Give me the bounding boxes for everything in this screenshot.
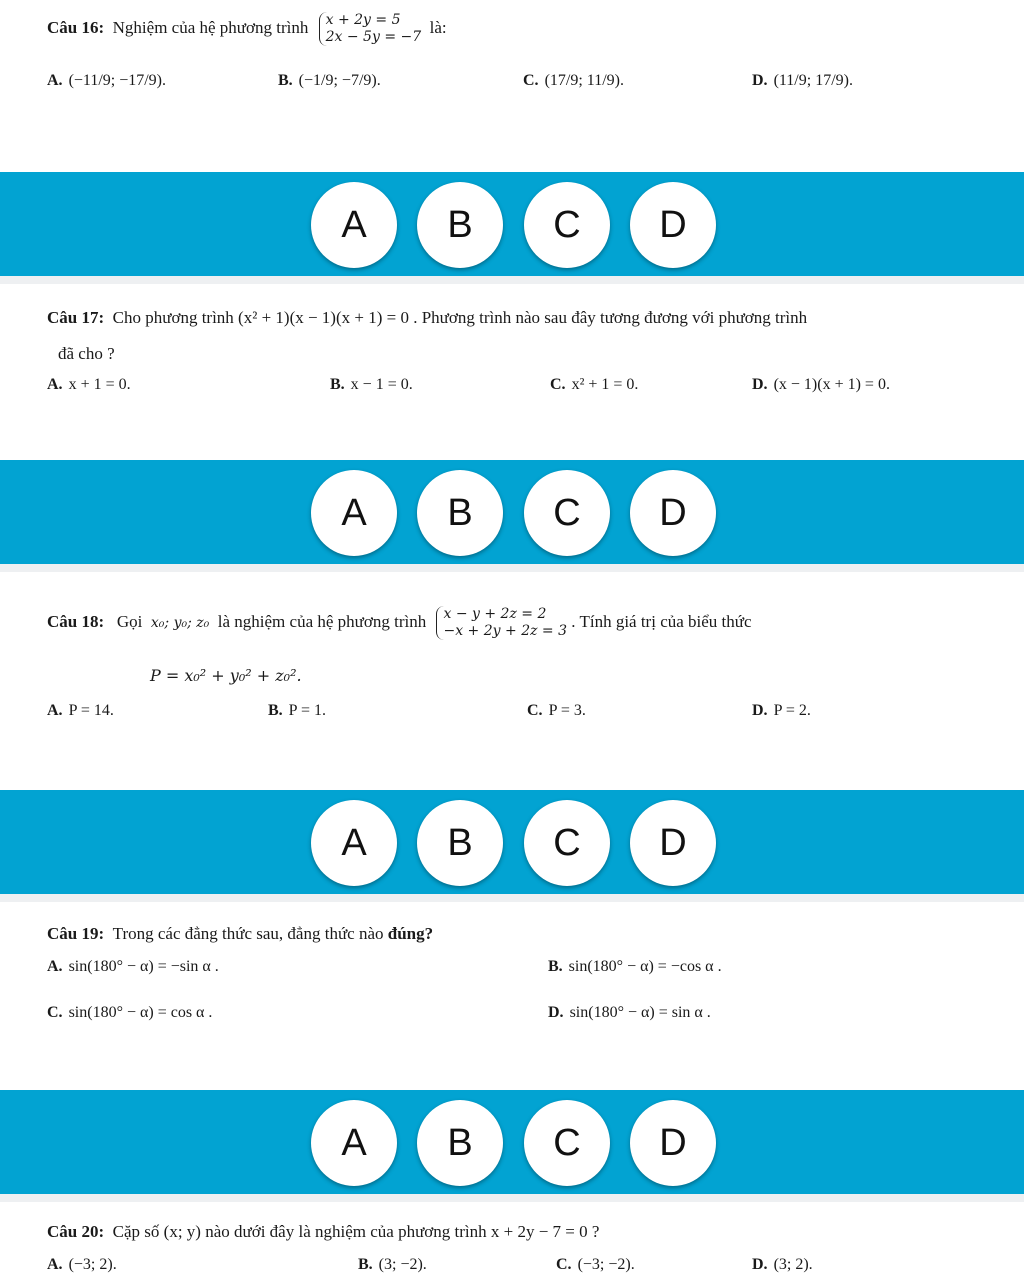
option-d xyxy=(752,702,811,720)
option-letter: C. xyxy=(523,72,539,89)
option-value: (11/9; 17/9). xyxy=(773,72,853,89)
option-c xyxy=(556,1256,635,1274)
question-text: Cặp số (x; y) nào dưới đây là nghiệm của phương trình x + 2y − 7 = 0 ? xyxy=(112,1222,600,1241)
question-text: Gọi xyxy=(116,611,143,631)
option-value: (−1/9; −7/9). xyxy=(298,72,381,89)
question-19 xyxy=(0,902,1024,1090)
question-text: Trong các đẳng thức sau, đẳng thức nào xyxy=(112,924,384,943)
option-letter: A. xyxy=(47,702,63,719)
answer-button-b[interactable]: B xyxy=(417,800,503,886)
option-letter: C. xyxy=(527,702,543,719)
option-letter: B. xyxy=(330,376,345,393)
option-value: (3; −2). xyxy=(378,1256,427,1273)
question-20-stem xyxy=(47,1222,599,1242)
option-value: x² + 1 = 0. xyxy=(571,376,639,393)
option-value: (−3; 2). xyxy=(68,1256,117,1273)
question-label: Câu 20: xyxy=(47,1222,105,1241)
option-value: P = 14. xyxy=(68,702,114,719)
question-label: Câu 17: xyxy=(47,308,105,327)
answer-button-d[interactable]: D xyxy=(630,182,716,268)
option-value: (x − 1)(x + 1) = 0. xyxy=(773,376,890,393)
variables: x₀; y₀; z₀ xyxy=(150,614,210,631)
question-label: Câu 18: xyxy=(47,611,105,631)
question-emphasis: đúng? xyxy=(387,924,434,943)
answer-button-b[interactable]: B xyxy=(417,1100,503,1186)
option-a xyxy=(47,376,131,394)
option-b xyxy=(330,376,413,394)
option-d xyxy=(548,1004,711,1022)
option-b xyxy=(268,702,326,720)
equation-2: 2x − 5y = −7 xyxy=(325,29,422,45)
answer-button-c[interactable]: C xyxy=(524,800,610,886)
question-text: Nghiệm của hệ phương trình xyxy=(112,17,309,37)
option-letter: D. xyxy=(752,72,768,89)
option-letter: A. xyxy=(47,72,63,89)
equation-system xyxy=(436,606,567,640)
option-value: sin(180° − α) = cos α . xyxy=(68,1004,213,1021)
option-c xyxy=(523,72,624,90)
option-letter: D. xyxy=(752,702,768,719)
option-value: x + 1 = 0. xyxy=(68,376,131,393)
option-a xyxy=(47,72,166,90)
option-a xyxy=(47,702,114,720)
option-value: P = 1. xyxy=(288,702,326,719)
equation-1: x + 2y = 5 xyxy=(325,12,401,28)
option-letter: B. xyxy=(548,958,563,975)
option-value: P = 3. xyxy=(548,702,586,719)
option-letter: A. xyxy=(47,958,63,975)
option-value: (−3; −2). xyxy=(577,1256,635,1273)
answer-button-a[interactable]: A xyxy=(311,182,397,268)
option-b xyxy=(358,1256,427,1274)
option-letter: C. xyxy=(556,1256,572,1273)
question-text: là nghiệm của hệ phương trình xyxy=(217,611,427,631)
answer-button-d[interactable]: D xyxy=(630,1100,716,1186)
answer-button-c[interactable]: C xyxy=(524,470,610,556)
option-letter: D. xyxy=(752,376,768,393)
question-19-stem xyxy=(47,924,433,944)
option-value: sin(180° − α) = −cos α . xyxy=(568,958,722,975)
question-suffix: là: xyxy=(429,17,447,37)
question-17-stem xyxy=(47,308,807,328)
option-value: sin(180° − α) = −sin α . xyxy=(68,958,219,975)
question-label: Câu 16: xyxy=(47,17,105,37)
option-value: (−11/9; −17/9). xyxy=(68,72,167,89)
option-letter: C. xyxy=(550,376,566,393)
option-d xyxy=(752,72,853,90)
option-value: (3; 2). xyxy=(773,1256,813,1273)
option-letter: B. xyxy=(358,1256,373,1273)
answer-bar-19 xyxy=(0,1090,1024,1194)
equation-2: −x + 2y + 2z = 3 xyxy=(443,623,568,639)
option-letter: D. xyxy=(752,1256,768,1273)
option-value: P = 2. xyxy=(773,702,811,719)
answer-button-d[interactable]: D xyxy=(630,800,716,886)
answer-bar-18 xyxy=(0,790,1024,894)
option-c xyxy=(47,1004,212,1022)
option-value: sin(180° − α) = sin α . xyxy=(569,1004,711,1021)
option-letter: B. xyxy=(278,72,293,89)
option-letter: C. xyxy=(47,1004,63,1021)
question-text: Cho phương trình (x² + 1)(x − 1)(x + 1) = 0 . Phương trình nào sau đây tương đương với phương trình xyxy=(112,308,808,327)
option-value: (17/9; 11/9). xyxy=(544,72,624,89)
question-text: . Tính giá trị của biểu thức xyxy=(571,611,752,631)
question-label: Câu 19: xyxy=(47,924,105,943)
option-d xyxy=(752,376,890,394)
answer-button-a[interactable]: A xyxy=(311,470,397,556)
option-a xyxy=(47,958,219,976)
answer-button-a[interactable]: A xyxy=(311,1100,397,1186)
option-d xyxy=(752,1256,813,1274)
question-text-line2: đã cho ? xyxy=(58,344,115,363)
answer-button-b[interactable]: B xyxy=(417,470,503,556)
option-c xyxy=(550,376,638,394)
option-letter: A. xyxy=(47,1256,63,1273)
question-18 xyxy=(0,572,1024,790)
equation-system xyxy=(319,12,422,46)
answer-button-b[interactable]: B xyxy=(417,182,503,268)
divider xyxy=(0,564,1024,572)
equation-1: x − y + 2z = 2 xyxy=(443,606,547,622)
answer-bar-17 xyxy=(0,460,1024,564)
answer-bar-16 xyxy=(0,172,1024,276)
option-letter: B. xyxy=(268,702,283,719)
divider xyxy=(0,894,1024,902)
answer-button-c[interactable]: C xyxy=(524,1100,610,1186)
question-16-stem xyxy=(47,12,447,46)
answer-button-c[interactable]: C xyxy=(524,182,610,268)
question-20 xyxy=(0,1202,1024,1280)
question-17 xyxy=(0,284,1024,460)
option-b xyxy=(548,958,722,976)
option-c xyxy=(527,702,586,720)
option-letter: D. xyxy=(548,1004,564,1021)
expression: P = x₀² + y₀² + z₀². xyxy=(150,666,302,685)
question-18-stem xyxy=(47,606,752,640)
divider xyxy=(0,1194,1024,1202)
question-16 xyxy=(0,0,1024,172)
answer-button-a[interactable]: A xyxy=(311,800,397,886)
option-value: x − 1 = 0. xyxy=(350,376,413,393)
option-letter: A. xyxy=(47,376,63,393)
option-b xyxy=(278,72,381,90)
option-a xyxy=(47,1256,117,1274)
divider xyxy=(0,276,1024,284)
answer-button-d[interactable]: D xyxy=(630,470,716,556)
